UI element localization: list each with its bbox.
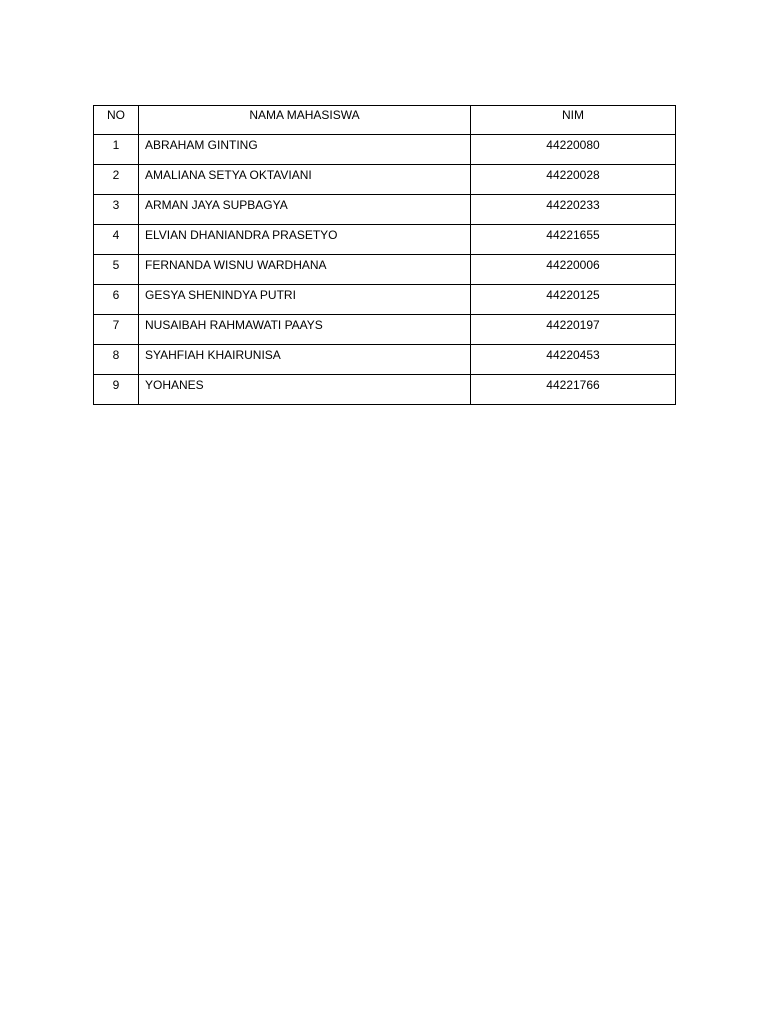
header-row	[94, 106, 676, 135]
cell-nim: 44221766	[471, 375, 676, 405]
cell-name: NUSAIBAH RAHMAWATI PAAYS	[139, 315, 471, 345]
cell-name: SYAHFIAH KHAIRUNISA	[139, 345, 471, 375]
table-row	[94, 345, 676, 375]
cell-name: ABRAHAM GINTING	[139, 135, 471, 165]
table-body	[94, 135, 676, 405]
header-nim: NIM	[471, 106, 676, 135]
cell-no: 3	[94, 195, 139, 225]
cell-no: 6	[94, 285, 139, 315]
cell-nim: 44220453	[471, 345, 676, 375]
cell-nim: 44220006	[471, 255, 676, 285]
table-row	[94, 375, 676, 405]
table-row	[94, 285, 676, 315]
cell-name: FERNANDA WISNU WARDHANA	[139, 255, 471, 285]
cell-no: 8	[94, 345, 139, 375]
cell-name: ELVIAN DHANIANDRA PRASETYO	[139, 225, 471, 255]
cell-no: 5	[94, 255, 139, 285]
cell-name: AMALIANA SETYA OKTAVIANI	[139, 165, 471, 195]
table-row	[94, 315, 676, 345]
cell-nim: 44220080	[471, 135, 676, 165]
cell-no: 7	[94, 315, 139, 345]
table-row	[94, 165, 676, 195]
table-row	[94, 255, 676, 285]
table-header	[94, 106, 676, 135]
student-table	[93, 105, 676, 405]
cell-nim: 44221655	[471, 225, 676, 255]
cell-nim: 44220125	[471, 285, 676, 315]
cell-no: 1	[94, 135, 139, 165]
cell-no: 4	[94, 225, 139, 255]
cell-nim: 44220233	[471, 195, 676, 225]
header-name: NAMA MAHASISWA	[139, 106, 471, 135]
table-row	[94, 135, 676, 165]
header-no: NO	[94, 106, 139, 135]
cell-no: 2	[94, 165, 139, 195]
cell-nim: 44220028	[471, 165, 676, 195]
cell-no: 9	[94, 375, 139, 405]
table-row	[94, 195, 676, 225]
cell-name: GESYA SHENINDYA PUTRI	[139, 285, 471, 315]
cell-nim: 44220197	[471, 315, 676, 345]
cell-name: YOHANES	[139, 375, 471, 405]
table-row	[94, 225, 676, 255]
cell-name: ARMAN JAYA SUPBAGYA	[139, 195, 471, 225]
